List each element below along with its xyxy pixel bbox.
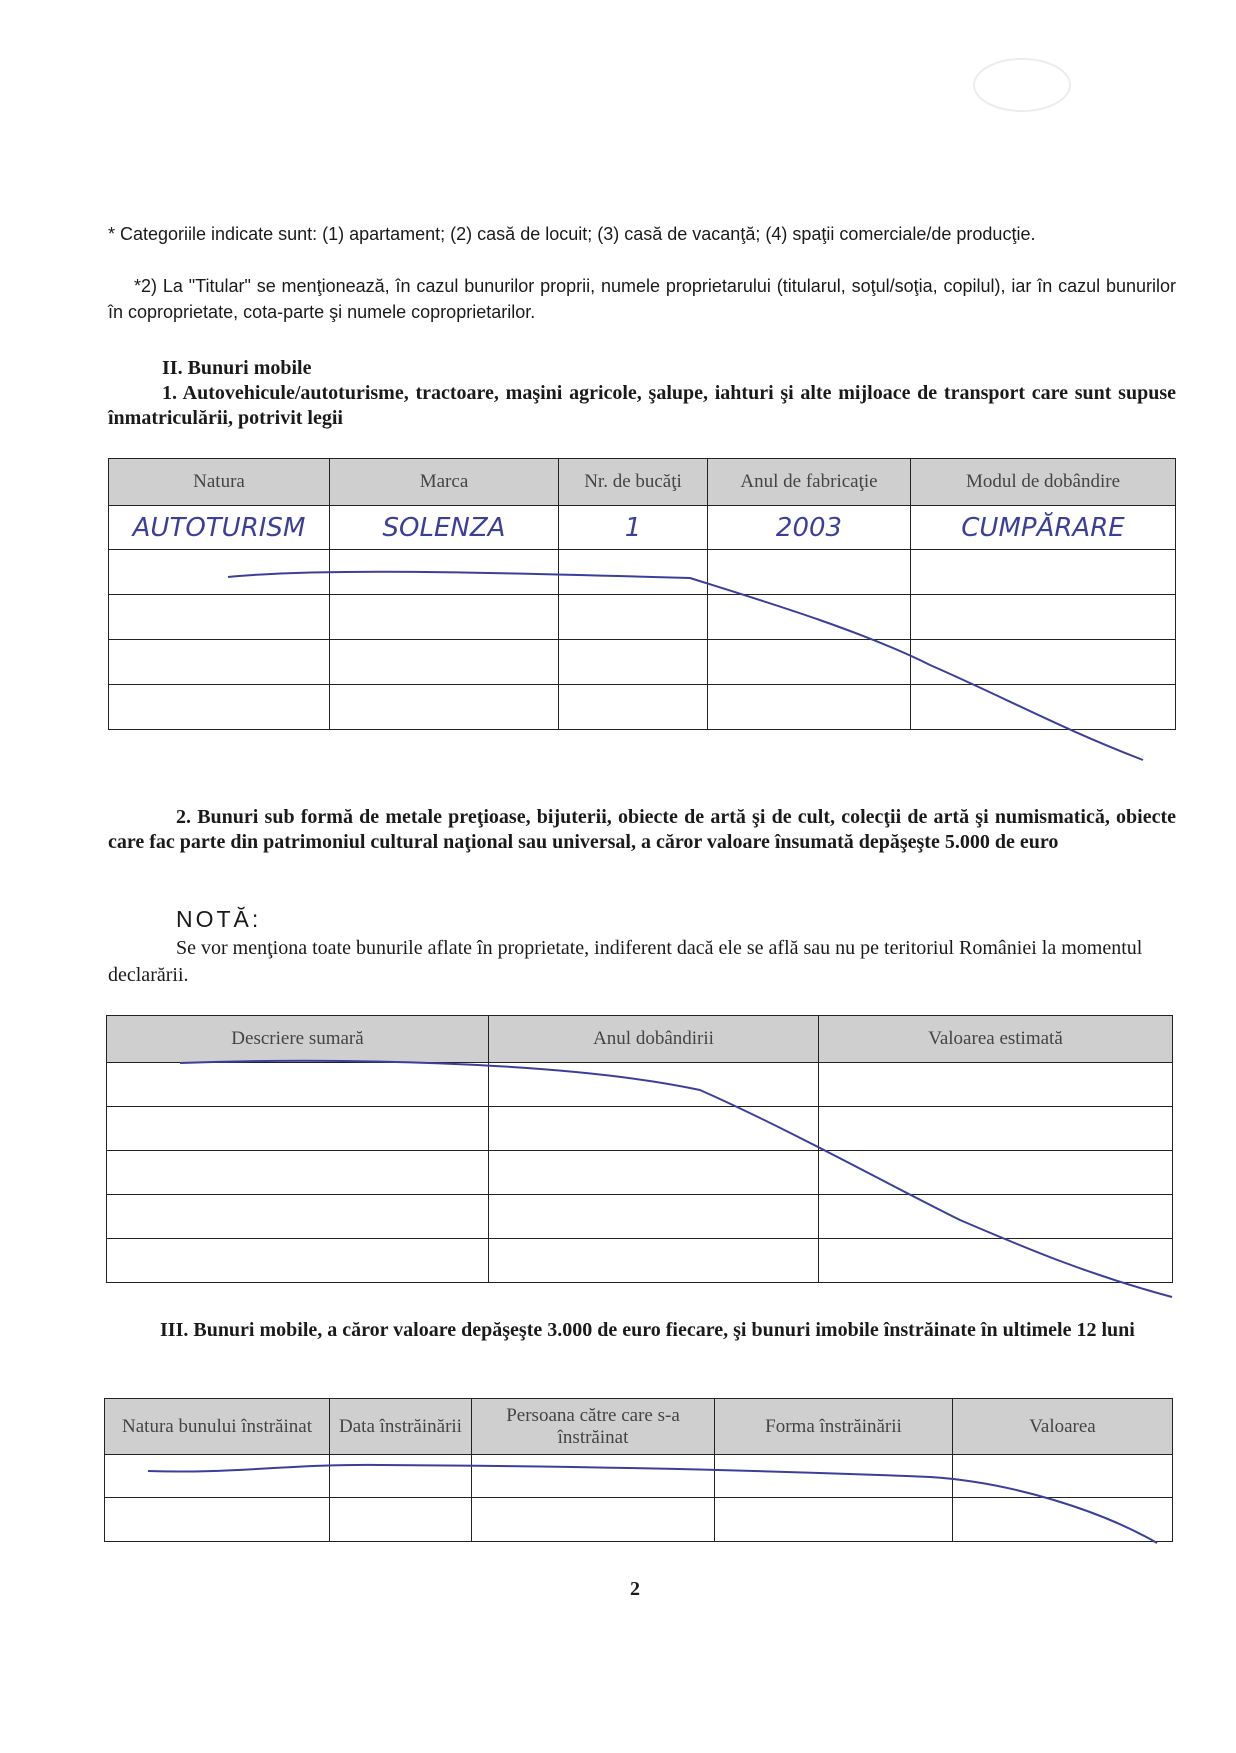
page-number: 2 [630, 1578, 640, 1600]
col-header-data-instrainarii: Data înstrăinării [330, 1399, 472, 1455]
section-title-bunuri-instrainate: III. Bunuri mobile, a căror valoare depăşeşte 3.000 de euro fiecare, şi bunuri imobile înstrăinate în ultimele 12 luni [160, 1319, 1135, 1341]
col-header-persoana: Persoana către care s-a înstrăinat [472, 1399, 715, 1455]
cell-nr-bucati: 1 [559, 506, 708, 550]
nota-title: NOTĂ: [176, 906, 262, 932]
footnote-titular: *2) La "Titular" se menţionează, în cazul bunurilor proprii, numele proprietarului (titularul, soţul/soţia, copilul), iar în cazul bunurilor în coproprietate, cota-parte şi numele coproprietarilor. [108, 276, 1176, 322]
section-title-bunuri-mobile: II. Bunuri mobile [162, 357, 312, 379]
col-header-forma: Forma înstrăinării [715, 1399, 953, 1455]
cell-natura: AUTOTURISM [109, 506, 330, 550]
subsection-vehicles-title: 1. Autovehicule/autoturisme, tractoare, maşini agricole, şalupe, iahturi şi alte mijloace de transport care sunt supuse înmatriculării, potrivit legii [108, 382, 1176, 429]
col-header-nr-bucati: Nr. de bucăţi [559, 459, 708, 506]
cell-mod-dobandire: CUMPĂRARE [911, 506, 1176, 550]
subsection-valuables-title: 2. Bunuri sub formă de metale preţioase, bijuterii, obiecte de artă şi de cult, colecţii de artă şi numismatică, obiecte care fac parte din patrimoniul cultural naţional sau universal, a căror valoare însumată depăşeşte 5.000 de euro [108, 806, 1176, 853]
cell-an-fabricatie: 2003 [708, 506, 911, 550]
nota-text: Se vor menţiona toate bunurile aflate în proprietate, indiferent dacă ele se află sau nu pe teritoriul României la momentul declarării. [108, 937, 1143, 986]
col-header-an-fabricatie: Anul de fabricaţie [708, 459, 911, 506]
valuables-strike-line [180, 1061, 1172, 1297]
col-header-natura-bunului: Natura bunului înstrăinat [105, 1399, 330, 1455]
col-header-marca: Marca [330, 459, 559, 506]
col-header-valoare-estimata: Valoarea estimată [819, 1016, 1173, 1063]
col-header-natura: Natura [109, 459, 330, 506]
col-header-valoarea: Valoarea [953, 1399, 1173, 1455]
col-header-an-dobandire: Anul dobândirii [489, 1016, 819, 1063]
col-header-descriere: Descriere sumară [107, 1016, 489, 1063]
alienated-strike-line [148, 1465, 1157, 1543]
footnote-categories: * Categoriile indicate sunt: (1) apartament; (2) casă de locuit; (3) casă de vacanţă; (4) spaţii comerciale/de producţie. [108, 224, 1036, 244]
col-header-mod-dobandire: Modul de dobândire [911, 459, 1176, 506]
vehicle-strike-line [228, 572, 1143, 760]
cell-marca: SOLENZA [330, 506, 559, 550]
